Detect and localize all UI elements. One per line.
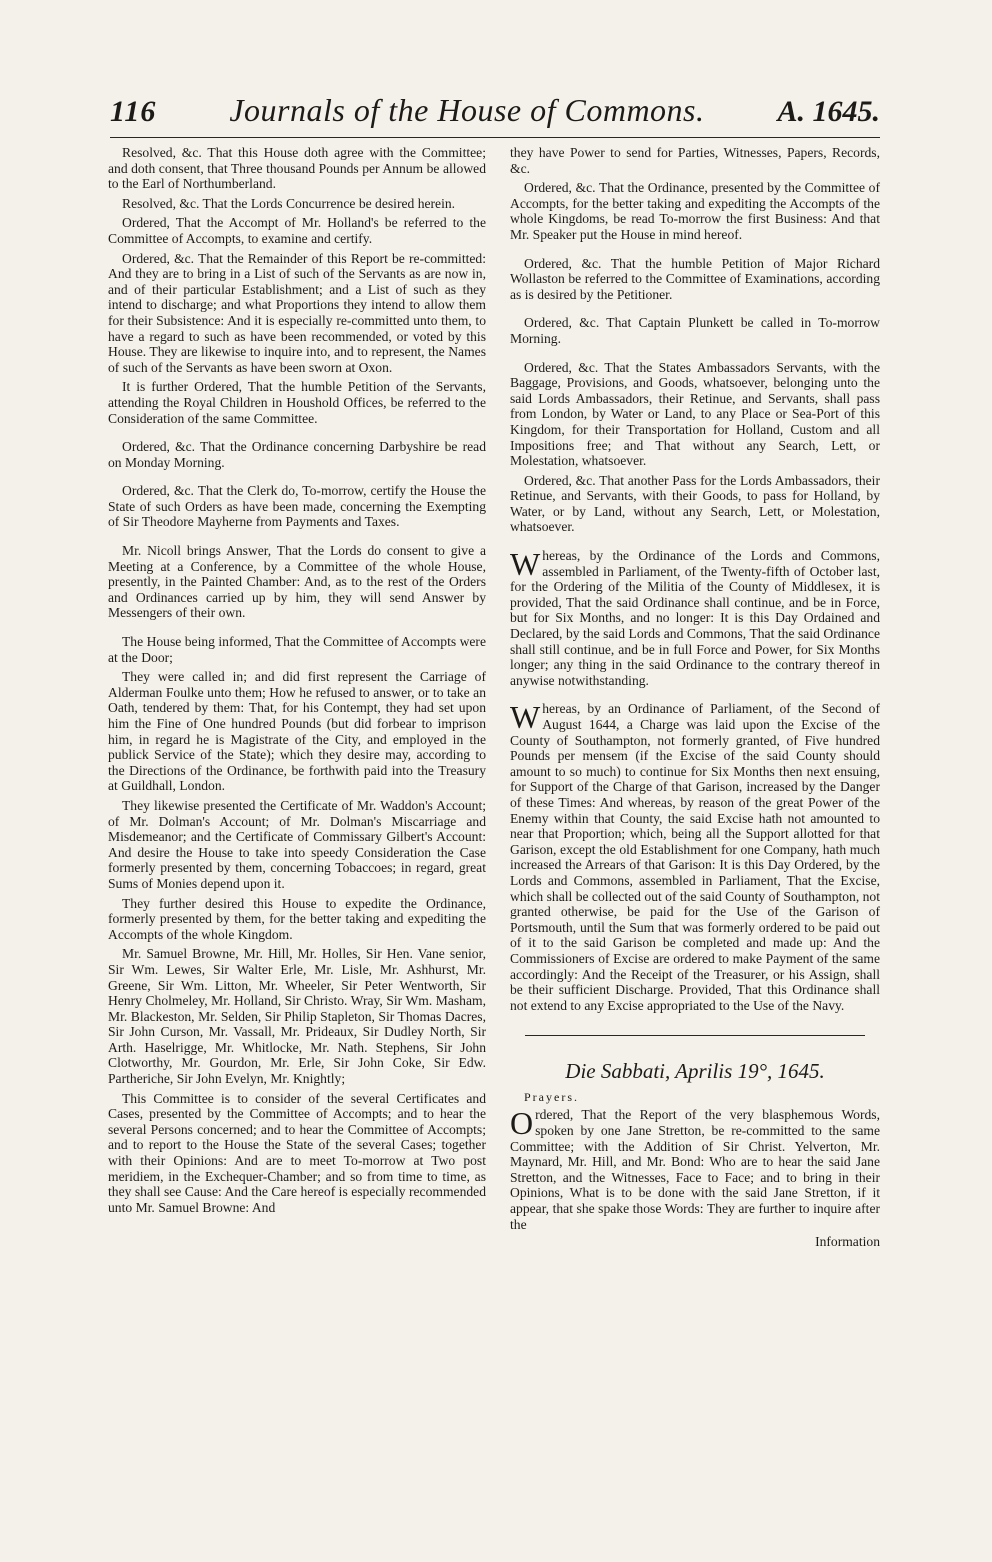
right-column	[510, 145, 880, 1250]
paragraph: Ordered, That the Accompt of Mr. Holland's be referred to the Committee of Accompts, to examine and certify.	[108, 215, 486, 246]
prayers-label: Prayers.	[524, 1089, 579, 1104]
header-rule	[110, 137, 880, 138]
paragraph: Resolved, &c. That this House doth agree with the Committee; and doth consent, that Three thousand Pounds per Annum be allowed to the Earl of Northumberland.	[108, 145, 486, 192]
paragraph: This Committee is to consider of the several Certificates and Cases, presented by the Committee of Accompts; and to hear the several Persons concerned; and to hear the Committee of Accompts; and to report to the House the State of the several Cases; together with their Opinions: And are to meet To-morrow at Two post meridiem, in the Exchequer-Chamber; and so from time to time, as they shall see Cause: And the Care hereof is especially recommended unto Mr. Samuel Browne: And	[108, 1090, 486, 1215]
page-number: 116	[110, 95, 157, 128]
paragraph: Ordered, &c. That Captain Plunkett be called in To-morrow Morning.	[510, 315, 880, 346]
paragraph: Ordered, &c. That the Ordinance, presented by the Committee of Accompts, for the better taking and expediting the Accompts of the whole Kingdoms, be read To-morrow the first Business: And that Mr. Speaker put the House in mind hereof.	[510, 180, 880, 242]
paragraph: It is further Ordered, That the humble Petition of the Servants, attending the Royal Children in Houshold Offices, be referred to the Consideration of the same Committee.	[108, 379, 486, 426]
paragraph: Ordered, &c. That the States Ambassadors Servants, with the Baggage, Provisions, and Goods, whatsoever, belonging unto the said Lords Ambassadors, their Retinue, and Servants, shall pass from London, by Water or Land, to any Place or Sea-Port of this Kingdom, for their Transportation for Holland, Custom and all Impositions free; and That without any Search, Lett, or Molestation, whatsoever.	[510, 359, 880, 469]
paragraph: The House being informed, That the Committee of Accompts were at the Door;	[108, 634, 486, 665]
paragraph: They were called in; and did first represent the Carriage of Alderman Foulke unto them; How he refused to answer, or to take an Oath, tendered by them: That, for his Contempt, they had set upon him the Fine of One hundred Pounds (but did forbear to imprison him, in regard he is Magistrate of the City, and employed in the publick Service of the State); which they desire may, according to the Directions of the Ordinance, be forthwith paid into the Treasury at Guildhall, London.	[108, 669, 486, 794]
catchword: Information	[815, 1234, 880, 1250]
ordinance-paragraph: Whereas, by the Ordinance of the Lords and Commons, assembled in Parliament, of the Twenty-fifth of October last, for the Ordering of the Militia of the County of Middlesex, it is provided, That the said Ordinance shall continue, and be in Force, but for Six Months, and no longer: It is this Day Ordained and Declared, by the said Lords and Commons, That the said Ordinance shall still continue, and be in full Force and Power, for Six Months longer; any thing in the said Ordinance to the contrary thereof in anywise notwithstanding.	[510, 546, 880, 688]
paragraph: Ordered, &c. That the Ordinance concerning Darbyshire be read on Monday Morning.	[108, 439, 486, 470]
paragraph: Ordered, &c. That the Remainder of this Report be re-committed: And they are to bring in a List of such of the Servants as are now in, and of their particular Establishment; and a List of such as they intend to discharge; and what Proportions they intend to allow them for their Subsistence: And it is especially re-committed unto them, to have a regard to such as have been recommended, or voted by this House. They are likewise to inquire into, and to represent, the Names of such of the Servants as have been sworn at Oxon.	[108, 250, 486, 375]
paragraph: They likewise presented the Certificate of Mr. Waddon's Account; of Mr. Dolman's Account; of Mr. Dolman's Miscarriage and Misdemeanor; and the Certificate of Commissary Gilbert's Account: And desire the House to take into speedy Consideration the Case formerly presented by them, concerning Tobaccoes; in regard, great Sums of Monies depend upon it.	[108, 797, 486, 891]
paragraph: Resolved, &c. That the Lords Concurrence be desired herein.	[122, 195, 456, 211]
paragraph: Ordered, &c. That the Clerk do, To-morrow, certify the House the State of such Orders as have been made, concerning the Exempting of Sir Theodore Mayherne from Payments and Taxes.	[108, 483, 486, 530]
paragraph: They further desired this House to expedite the Ordinance, formerly presented by them, for the better taking and expediting the Accompts of the whole Kingdom.	[108, 895, 486, 942]
paragraph: Ordered, &c. That the humble Petition of Major Richard Wollaston be referred to the Committee of Examinations, according as is desired by the Petitioner.	[510, 255, 880, 302]
committee-members: Mr. Samuel Browne, Mr. Hill, Mr. Holles, Sir Hen. Vane senior, Sir Wm. Lewes, Sir Walter Erle, Mr. Lisle, Mr. Ashhurst, Mr. Greene, Sir Wm. Litton, Mr. Wheeler, Sir Peter Wentworth, Sir Henry Cholmeley, Mr. Holland, Sir Christo. Wray, Sir Wm. Masham, Mr. Blackeston, Mr. Selden, Sir Philip Stapleton, Sir Thomas Dacres, Sir John Curson, Mr. Vassall, Mr. Prideaux, Sir Dudley North, Sir Arth. Haselrigge, Mr. Whitlocke, Mr. Nath. Stephens, Sir John Clotworthy, Mr. Gourdon, Mr. Erle, Sir John Coke, Sir Edw. Partheriche, Sir John Evelyn, Mr. Knightly;	[108, 946, 486, 1087]
section-divider	[525, 1035, 865, 1036]
paragraph: Mr. Nicoll brings Answer, That the Lords do consent to give a Meeting at a Conference, by a Committee of the whole House, presently, in the Painted Chamber: And, as to the rest of the Orders and Ordinances carried up by him, they will send Answer by Messengers of their own.	[108, 543, 486, 621]
left-column	[108, 145, 486, 1219]
paragraph: Ordered, That the Report of the very blasphemous Words, spoken by one Jane Stretton, be re-committed to the same Committee; with the Addition of Sir Christ. Yelverton, Mr. Maynard, Mr. Hill, and Mr. Bond: Who are to hear the said Jane Stretton, and the Witnesses, Face to Face; and to bring in their Opinions, What is to be done with the said Jane Stretton, if it appear, that she spake those Words: They are further to inquire after the	[510, 1105, 880, 1232]
day-heading: Die Sabbati, Aprilis 19°, 1645.	[565, 1059, 825, 1084]
ordinance-paragraph: Whereas, by an Ordinance of Parliament, of the Second of August 1644, a Charge was laid upon the Excise of the County of Southampton, not formerly granted, of Five hundred Pounds per mensem (if the Excise of the said County should amount to so much) to continue for Six Months then next ensuing, for Support of the Charge of that Garison, increased by the Danger of these Times: And whereas, by reason of the great Power of the Enemy within that County, the said Excise hath not amounted to near that Proportion; which, being all the Support allotted for that Garison, except the old Establishment for one Company, hath much increased the Arrears of that Garison: It is this Day Ordered, by the Lords and Commons, assembled in Parliament, That the Excise, which shall be collected out of the said County of Southampton, not granted otherwise, be paid for the Use of the Garison of Portsmouth, until the Sum that was formerly ordered to be paid out of it to the said Garison be completed and made up: And the Commissioners of Excise are ordered to make Payment of the same accordingly: And the Receipt of the Treasurer, or his Assign, shall be their sufficient Discharge. Provided, That this Ordinance shall not extend to any Excise appropriated to the Use of the Navy.	[510, 699, 880, 1013]
paragraph: they have Power to send for Parties, Witnesses, Papers, Records, &c.	[510, 145, 880, 176]
page-header	[110, 92, 880, 136]
paragraph: Ordered, &c. That another Pass for the Lords Ambassadors, their Retinue, and Servants, with their Goods, to pass for Holland, by Water, or by Land, without any Search, Lett, or Molestation, whatsoever.	[510, 472, 880, 535]
journal-title: Journals of the House of Commons.	[229, 92, 705, 128]
header-year: A. 1645.	[777, 95, 880, 128]
